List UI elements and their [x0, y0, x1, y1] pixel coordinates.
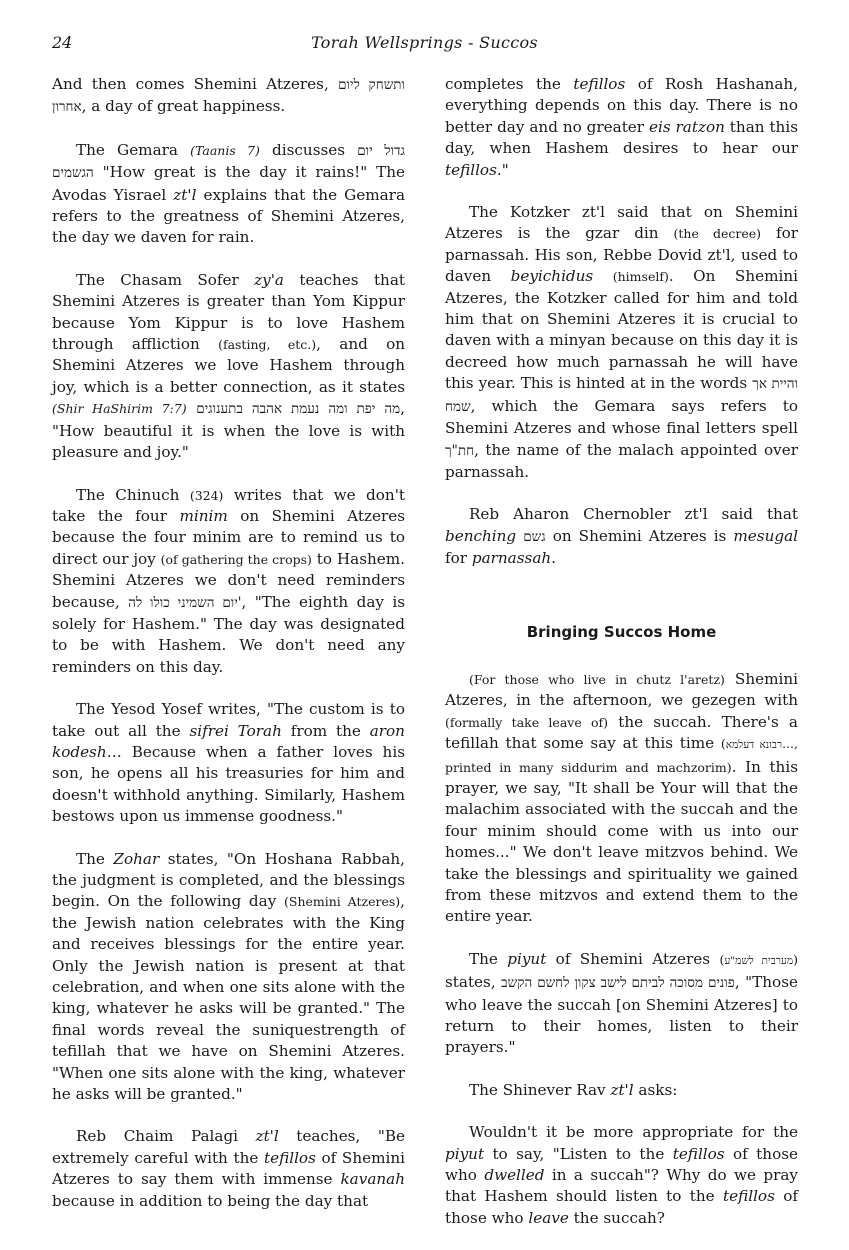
paragraph: The Shinever Rav zt'l asks: — [469, 1080, 678, 1099]
hebrew-text: גשם — [523, 528, 546, 545]
paragraph: The Gemara (Taanis 7) discusses גדול יום הגשמים "How great is the day it rains!" The Avodas Yisrael zt'l explains that the Gemara refers to the greatness of Shemini Atzeres, the day we daven for rain. — [52, 140, 405, 247]
page-number: 24 — [52, 33, 73, 52]
hebrew-text: גדול יום הגשמים — [52, 142, 405, 182]
section-heading: Bringing Succos Home — [526, 622, 717, 641]
paragraph: The piyut of Shemini Atzeres (מערבית לשמ"ע) states, פונים מסוכה לביתם לישב צקון לחשם הקשב, "Those who leave the succah [on Shemini Atzeres] to return to their homes, listen to their prayers." — [445, 949, 798, 1057]
paragraph: The Kotzker zt'l said that on Shemini Atzeres is the gzar din (the decree) for parnassah. His son, Rebbe Dovid zt'l, used to daven beyichidus (himself). On Shemini Atzeres, the Kotzker called for him and told him that on Shemini Atzeres it is crucial to daven with a minyan because on this day it is decreed how much parnassah he will have this year. This is hinted at in the words והיית אך שמח, which the Gemara says refers to Shemini Atzeres and whose final letters spell חת"ך, the name of the malach appointed over parnassah. — [445, 203, 798, 481]
paragraph: (For those who live in chutz l'aretz) Shemini Atzeres, in the afternoon, we gezegen with (formally take leave of) the succah. There's a tefillah that some say at this time (רבונא דעלמא..., printed in many siddurim and machzorim). In this prayer, we say, "It shall be Your will that the malachim associated with the succah and the four minim should come with us into our homes..." We don't leave mitzvos behind. We take the blessings and spirituality we gained from these mitzvos and extend them to the entire year. — [445, 669, 798, 926]
hebrew-text: 'יום השמיני כולו לה — [128, 594, 242, 611]
paragraph: Reb Chaim Palagi zt'l teaches, "Be extremely careful with the tefillos of Shemini Atzeres to say them with immense kavanah because in addition to being the day that — [52, 1127, 405, 1210]
hebrew-text: ותשחק ליום אחרון — [52, 77, 405, 116]
hebrew-text: חת"ך — [445, 442, 475, 459]
paragraph: completes the tefillos of Rosh Hashanah, everything depends on this day. There is no better day and no greater eis ratzon than this day, when Hashem desires to hear our tefillos." — [445, 75, 798, 179]
paragraph: The Zohar states, "On Hoshana Rabbah, the judgment is completed, and the blessings begin. On the following day (Shemini Atzeres), the Jewish nation celebrates with the King and receives blessings for the entire year. Only the Jewish nation is present at that celebration, and when one sits alone with the king, whatever he asks will be granted." The final words reveal the suniquestrength of tefillah that we have on Shemini Atzeres. "When one sits alone with the king, whatever he asks will be granted." — [52, 849, 405, 1104]
hebrew-text: מה יפת ומה נעמת אהבה בתענוגים — [196, 401, 401, 418]
paragraph: The Chasam Sofer zy'a teaches that Shemini Atzeres is greater than Yom Kippur because Yom Kippur is to love Hashem through affliction (fasting, etc.), and on Shemini Atzeres we love Hashem through joy, which is a better connection, as it states (Shir HaShirim 7:7) מה יפת ומה נעמת אהבה בתענוגים, "How beautiful it is when the love is with pleasure and joy." — [52, 270, 406, 462]
hebrew-text: מערבית לשמ"ע — [724, 954, 794, 967]
paragraph: Reb Aharon Chernobler zt'l said that benching גשם on Shemini Atzeres is mesugal for parnassah. — [445, 505, 799, 568]
hebrew-text: רבונא דעלמא — [725, 739, 783, 752]
right-column — [445, 74, 798, 1250]
paragraph: Wouldn't it be more appropriate for the piyut to say, "Listen to the tefillos of those who dwelled in a succah"? Why do we pray that Hashem should listen to the tefillos of those who leave the succah? — [445, 1123, 798, 1227]
running-title: Torah Wellsprings - Succos — [311, 33, 538, 52]
left-column — [52, 74, 405, 1233]
paragraph: And then comes Shemini Atzeres, ותשחק ליום אחרון, a day of great happiness. — [52, 75, 405, 116]
paragraph: The Chinuch (324) writes that we don't take the four minim on Shemini Atzeres because the four minim are to remind us to direct our joy (of gathering the crops) to Hashem. Shemini Atzeres we don't need reminders because, 'יום השמיני כולו לה, "The eighth day is solely for Hashem." The day was designated to be with Hashem. We don't need any reminders on this day. — [52, 485, 406, 676]
hebrew-text: פונים מסוכה לביתם לישב צקון לחשם הקשב — [501, 975, 735, 992]
hebrew-text: והיית אך שמח — [445, 376, 798, 415]
page-header — [0, 33, 849, 57]
paragraph: The Yesod Yosef writes, "The custom is to take out all the sifrei Torah from the aron kodesh… Because when a father loves his son, he opens all his treasuries for him and doesn't withhold anything. Similarly, Hashem bestows upon us immense goodness." — [52, 700, 405, 826]
